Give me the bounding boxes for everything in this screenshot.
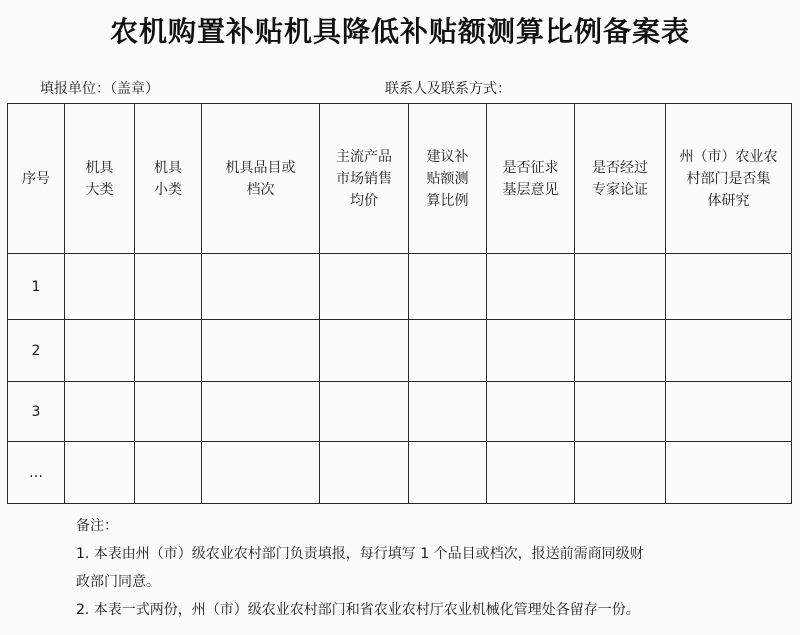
note-item-1-continued: 政部门同意。 — [76, 574, 160, 590]
table-header-row — [8, 104, 792, 254]
table-cell — [320, 442, 409, 504]
table-cell — [409, 254, 487, 320]
header-collective-study: 州（市）农业农 村部门是否集 体研究 — [666, 104, 792, 254]
table-cell — [575, 382, 666, 442]
table-cell — [575, 320, 666, 382]
row-number: 1 — [8, 254, 65, 320]
table-cell — [487, 320, 575, 382]
header-subcategory: 机具 小类 — [135, 104, 202, 254]
table-cell — [666, 320, 792, 382]
notes-section — [76, 512, 770, 624]
table-cell — [202, 442, 320, 504]
table-row — [8, 320, 792, 382]
table-row — [8, 442, 792, 504]
contact-label: 联系人及联系方式： — [385, 81, 511, 97]
table-cell — [409, 382, 487, 442]
header-item-grade: 机具品目或 档次 — [202, 104, 320, 254]
header-suggested-ratio: 建议补 贴额测 算比例 — [409, 104, 487, 254]
table-cell — [135, 254, 202, 320]
table-cell — [409, 320, 487, 382]
filing-table — [7, 103, 792, 504]
table-cell — [202, 254, 320, 320]
unit-label: 填报单位：（盖章） — [40, 81, 159, 97]
table-cell — [666, 442, 792, 504]
note-item-1: 1. 本表由州（市）级农业农村部门负责填报，每行填写 1 个品目或档次，报送前需商同级财 — [76, 546, 644, 562]
table-cell — [575, 442, 666, 504]
table-cell — [409, 442, 487, 504]
header-expert-review: 是否经过 专家论证 — [575, 104, 666, 254]
table-cell — [65, 320, 135, 382]
table-cell — [65, 442, 135, 504]
row-number: … — [8, 442, 65, 504]
row-number: 2 — [8, 320, 65, 382]
table-cell — [666, 382, 792, 442]
table-cell — [135, 320, 202, 382]
table-cell — [65, 254, 135, 320]
header-category: 机具 大类 — [65, 104, 135, 254]
table-cell — [575, 254, 666, 320]
table-cell — [320, 382, 409, 442]
header-avg-price: 主流产品 市场销售 均价 — [320, 104, 409, 254]
table-cell — [135, 382, 202, 442]
table-cell — [320, 320, 409, 382]
table-cell — [487, 254, 575, 320]
header-grassroots-opinion: 是否征求 基层意见 — [487, 104, 575, 254]
notes-heading: 备注： — [76, 518, 118, 534]
page-title: 农机购置补贴机具降低补贴额测算比例备案表 — [109, 15, 690, 48]
table-row — [8, 382, 792, 442]
table-cell — [202, 382, 320, 442]
row-number: 3 — [8, 382, 65, 442]
table-cell — [135, 442, 202, 504]
table-cell — [65, 382, 135, 442]
table-cell — [666, 254, 792, 320]
note-item-2: 2. 本表一式两份，州（市）级农业农村部门和省农业农村厅农业机械化管理处各留存一份。 — [76, 602, 640, 618]
table-cell — [487, 442, 575, 504]
header-seq: 序号 — [8, 104, 65, 254]
table-cell — [202, 320, 320, 382]
table-cell — [320, 254, 409, 320]
table-cell — [487, 382, 575, 442]
table-row — [8, 254, 792, 320]
